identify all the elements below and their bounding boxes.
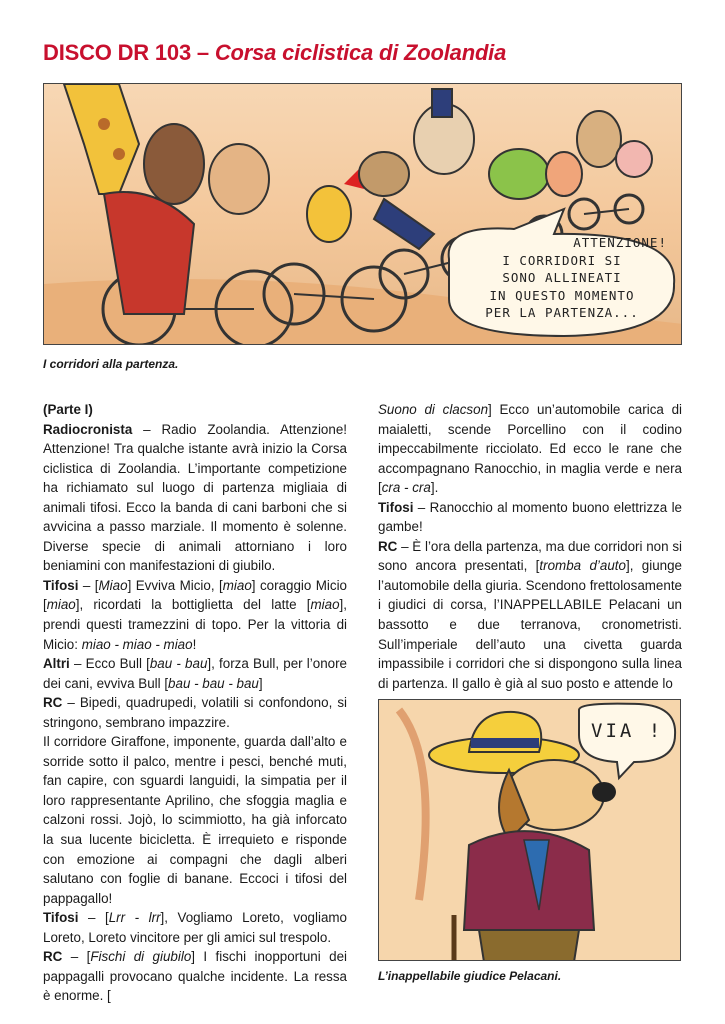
paragraph: Radiocronista – Radio Zoolandia. Attenzione! Attenzione! Tra qualche istante avrà inizio la Corsa ciclistica di Zoolandia. L’importante competizione ha richiamato sul luogo di partenza migliaia di animali tifosi. Ecco la banda di cani barboni che si avvicina a passo marziale. Il momento è solenne. Diverse specie di animali attorniano i loro beniamini con manifestazioni di giubilo. — [43, 421, 347, 574]
page-title: DISCO DR 103 – Corsa ciclistica di Zoolandia — [43, 40, 507, 65]
paragraph: RC – Bipedi, quadrupedi, volatili si confondono, si stringono, sembrano impazzire. — [43, 695, 347, 730]
speaker-label: Tifosi — [43, 577, 79, 593]
paragraph: Il corridore Giraffone, imponente, guarda dall’alto e sorride sotto il palco, mentre i pesci, benché muti, fan capire, con sguardi languidi, la simpatia per il loro rappresentante Aprilino, che sfoggia maglia e calzoni rossi. Jojò, lo scimmiotto, ha già inforcato la sua lucente bicicletta. È irrequieto e risponde con emozione ai compagni che dagli alberi salutano con foglie di banane. Eccoci i tifosi del pappagallo! — [43, 734, 347, 906]
speaker-label: Radiocronista — [43, 421, 133, 437]
paragraph: Tifosi – [Miao] Evviva Micio, [miao] coraggio Micio [miao], ricordati la bottiglietta del latte [miao], prendi questi tramezzini di topo. Per la vittoria di Micio: miao - miao - miao! — [43, 577, 348, 652]
text-column-left — [43, 400, 347, 1006]
figure-caption-top: I corridori alla partenza. — [43, 357, 179, 371]
comic-judge-illustration — [378, 699, 681, 961]
balloon-line: IN QUESTO MOMENTO — [489, 287, 635, 303]
balloon-line: SONO ALLINEATI — [502, 270, 622, 285]
speaker-label: Tifosi — [378, 499, 414, 515]
speaker-label: RC — [378, 538, 398, 554]
paragraph: RC – È l’ora della partenza, ma due corridori non si sono ancora presentati, [tromba d’auto], giunge l’automobile della giuria. Scendono frettolosamente i giudici di corsa, l’INAPPELLABILE Pelacani un bassotto e due terranova, cronometristi. Sull’imperiale dell’auto una civetta guarda impassibile i corridori che si dispongono sulla linea di partenza. Il gallo è già al suo posto e attende lo — [378, 538, 683, 691]
comic-race-start-illustration — [43, 83, 682, 345]
section-heading: (Parte I) — [43, 402, 93, 417]
balloon-line: PER LA PARTENZA... — [485, 305, 639, 320]
speech-balloon-text: VIA ! — [591, 720, 664, 742]
paragraph-continued: Suono di clacson] Ecco un’automobile carica di maialetti, scende Porcellino con il codino impeccabilmente ricciolato. Ed ecco le rane che accompagnano Ranocchio, in maglia verde e nera [cra - cra]. — [378, 402, 682, 496]
figure-caption-bottom: L’inappellabile giudice Pelacani. — [378, 969, 562, 983]
paragraph: RC – [Fischi di giubilo] I fischi inopportuni dei pappagalli provocano qualche incidente. La ressa è enorme. [ — [43, 949, 348, 1004]
paragraph: Altri – Ecco Bull [bau - bau], forza Bull, per l’onore dei cani, evviva Bull [bau - bau - bau] — [43, 656, 347, 691]
balloon-line: ATTENZIONE! — [573, 235, 667, 250]
paragraph: Tifosi – [Lrr - lrr], Vogliamo Loreto, vogliamo Loreto, Loreto vincitore per gli amici sul trespolo. — [43, 910, 347, 945]
speaker-label: Altri — [43, 656, 70, 672]
paragraph: Tifosi – Ranocchio al momento buono elettrizza le gambe! — [378, 499, 682, 535]
text-column-right — [378, 400, 682, 693]
speech-balloon-text — [457, 234, 667, 322]
balloon-line: I CORRIDORI SI — [502, 252, 622, 268]
speaker-label: RC — [43, 695, 63, 711]
speaker-label: Tifosi — [43, 910, 79, 926]
speaker-label: RC — [43, 949, 63, 965]
